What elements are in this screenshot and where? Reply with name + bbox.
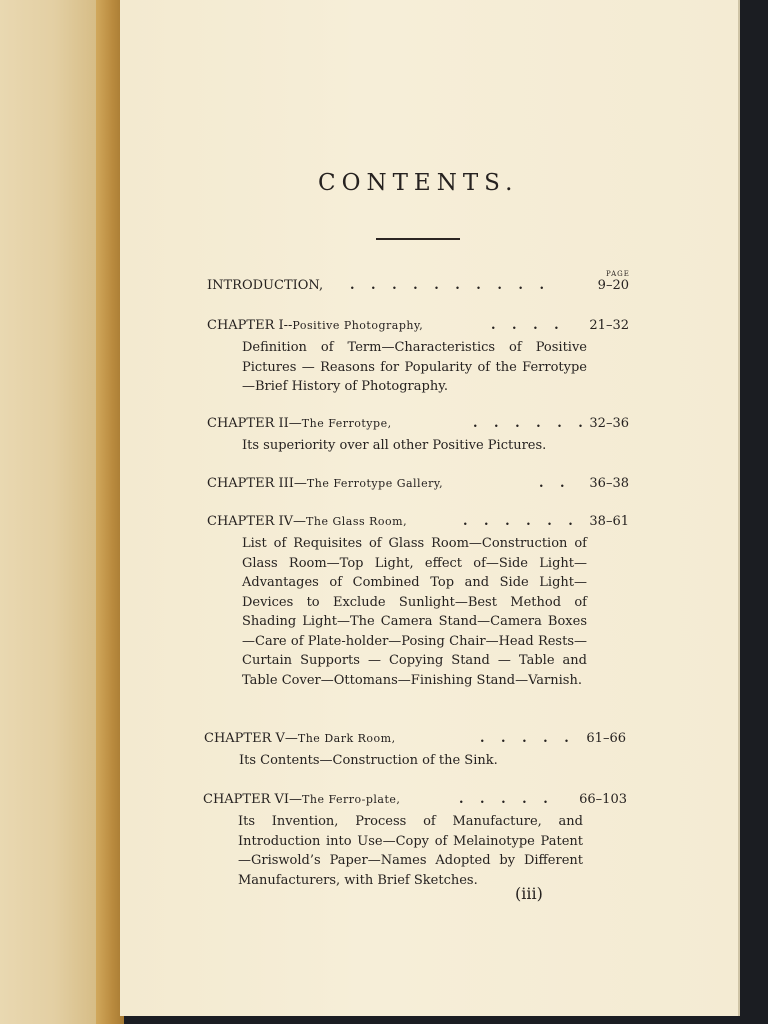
- toc-entry-chapter-4: [207, 514, 629, 690]
- page-column-header: PAGE: [606, 270, 630, 278]
- page-range: 66–103: [579, 792, 627, 807]
- leader-dots: . . . .: [491, 318, 565, 333]
- page-number: (iii): [515, 884, 543, 903]
- chapter-subject: The Ferrotype Gallery,: [306, 477, 444, 490]
- chapter-description: Its Contents—Construction of the Sink.: [239, 753, 498, 768]
- leader-dots: . .: [539, 476, 571, 491]
- chapter-label: CHAPTER I--: [207, 318, 293, 333]
- leader-dots: . . . . .: [459, 792, 554, 807]
- toc-entry-chapter-3: [207, 476, 629, 496]
- chapter-description: List of Requisites of Glass Room—Construction of Glass Room—Top Light, effect of—Side Light—Advantages of Combined Top and Side Light—Devices to Exclude Sunlight—Best Method of Shading Light—The Camera Stand—Camera Boxes—Care of Plate-holder—Posing Chair—Head Rests—Curtain Supports — Copying Stand — Table and Table Cover—Ottomans—Finishing Stand—Varnish.: [242, 536, 587, 688]
- leader-dots: . . . . .: [480, 731, 575, 746]
- toc-entry-chapter-1: [207, 318, 629, 397]
- chapter-subject: The Ferro-plate,: [302, 793, 401, 806]
- chapter-subject: The Dark Room,: [297, 732, 396, 745]
- toc-entry-chapter-5: [204, 731, 626, 771]
- title-rule: [376, 238, 460, 240]
- chapter-label: INTRODUCTION,: [207, 278, 324, 293]
- toc-entry-chapter-6: [203, 792, 627, 890]
- chapter-description: Its superiority over all other Positive Pictures.: [242, 438, 547, 453]
- chapter-label: CHAPTER V—: [204, 731, 298, 746]
- page-range: 61–66: [586, 731, 626, 746]
- page-title: CONTENTS.: [318, 170, 519, 196]
- page-range: 36–38: [589, 476, 629, 491]
- chapter-label: CHAPTER III—: [207, 476, 307, 491]
- chapter-label: CHAPTER VI—: [203, 792, 303, 807]
- page-range: 32–36: [589, 416, 629, 431]
- page-range: 38–61: [589, 514, 629, 529]
- toc-entry-introduction: [207, 278, 629, 298]
- chapter-label: CHAPTER IV—: [207, 514, 307, 529]
- chapter-subject: The Glass Room,: [306, 515, 408, 528]
- chapter-description: Its Invention, Process of Manufacture, and Introduction into Use—Copy of Melainotype Patent—Griswold’s Paper—Names Adopted by Different Manufacturers, with Brief Sketches.: [238, 814, 583, 888]
- leader-dots: . . . . . .: [463, 514, 579, 529]
- toc-entry-chapter-2: [207, 416, 629, 456]
- page-range: 9–20: [597, 278, 629, 293]
- chapter-label: CHAPTER II—: [207, 416, 302, 431]
- chapter-description: Definition of Term—Characteristics of Positive Pictures — Reasons for Popularity of the Ferrotype—Brief History of Photography.: [242, 340, 587, 394]
- chapter-subject: Positive Photography,: [292, 319, 424, 332]
- chapter-subject: The Ferrotype,: [301, 417, 392, 430]
- leader-dots: . . . . . . . . . .: [350, 278, 550, 293]
- page-range: 21–32: [589, 318, 629, 333]
- leader-dots: . . . . . .: [473, 416, 589, 431]
